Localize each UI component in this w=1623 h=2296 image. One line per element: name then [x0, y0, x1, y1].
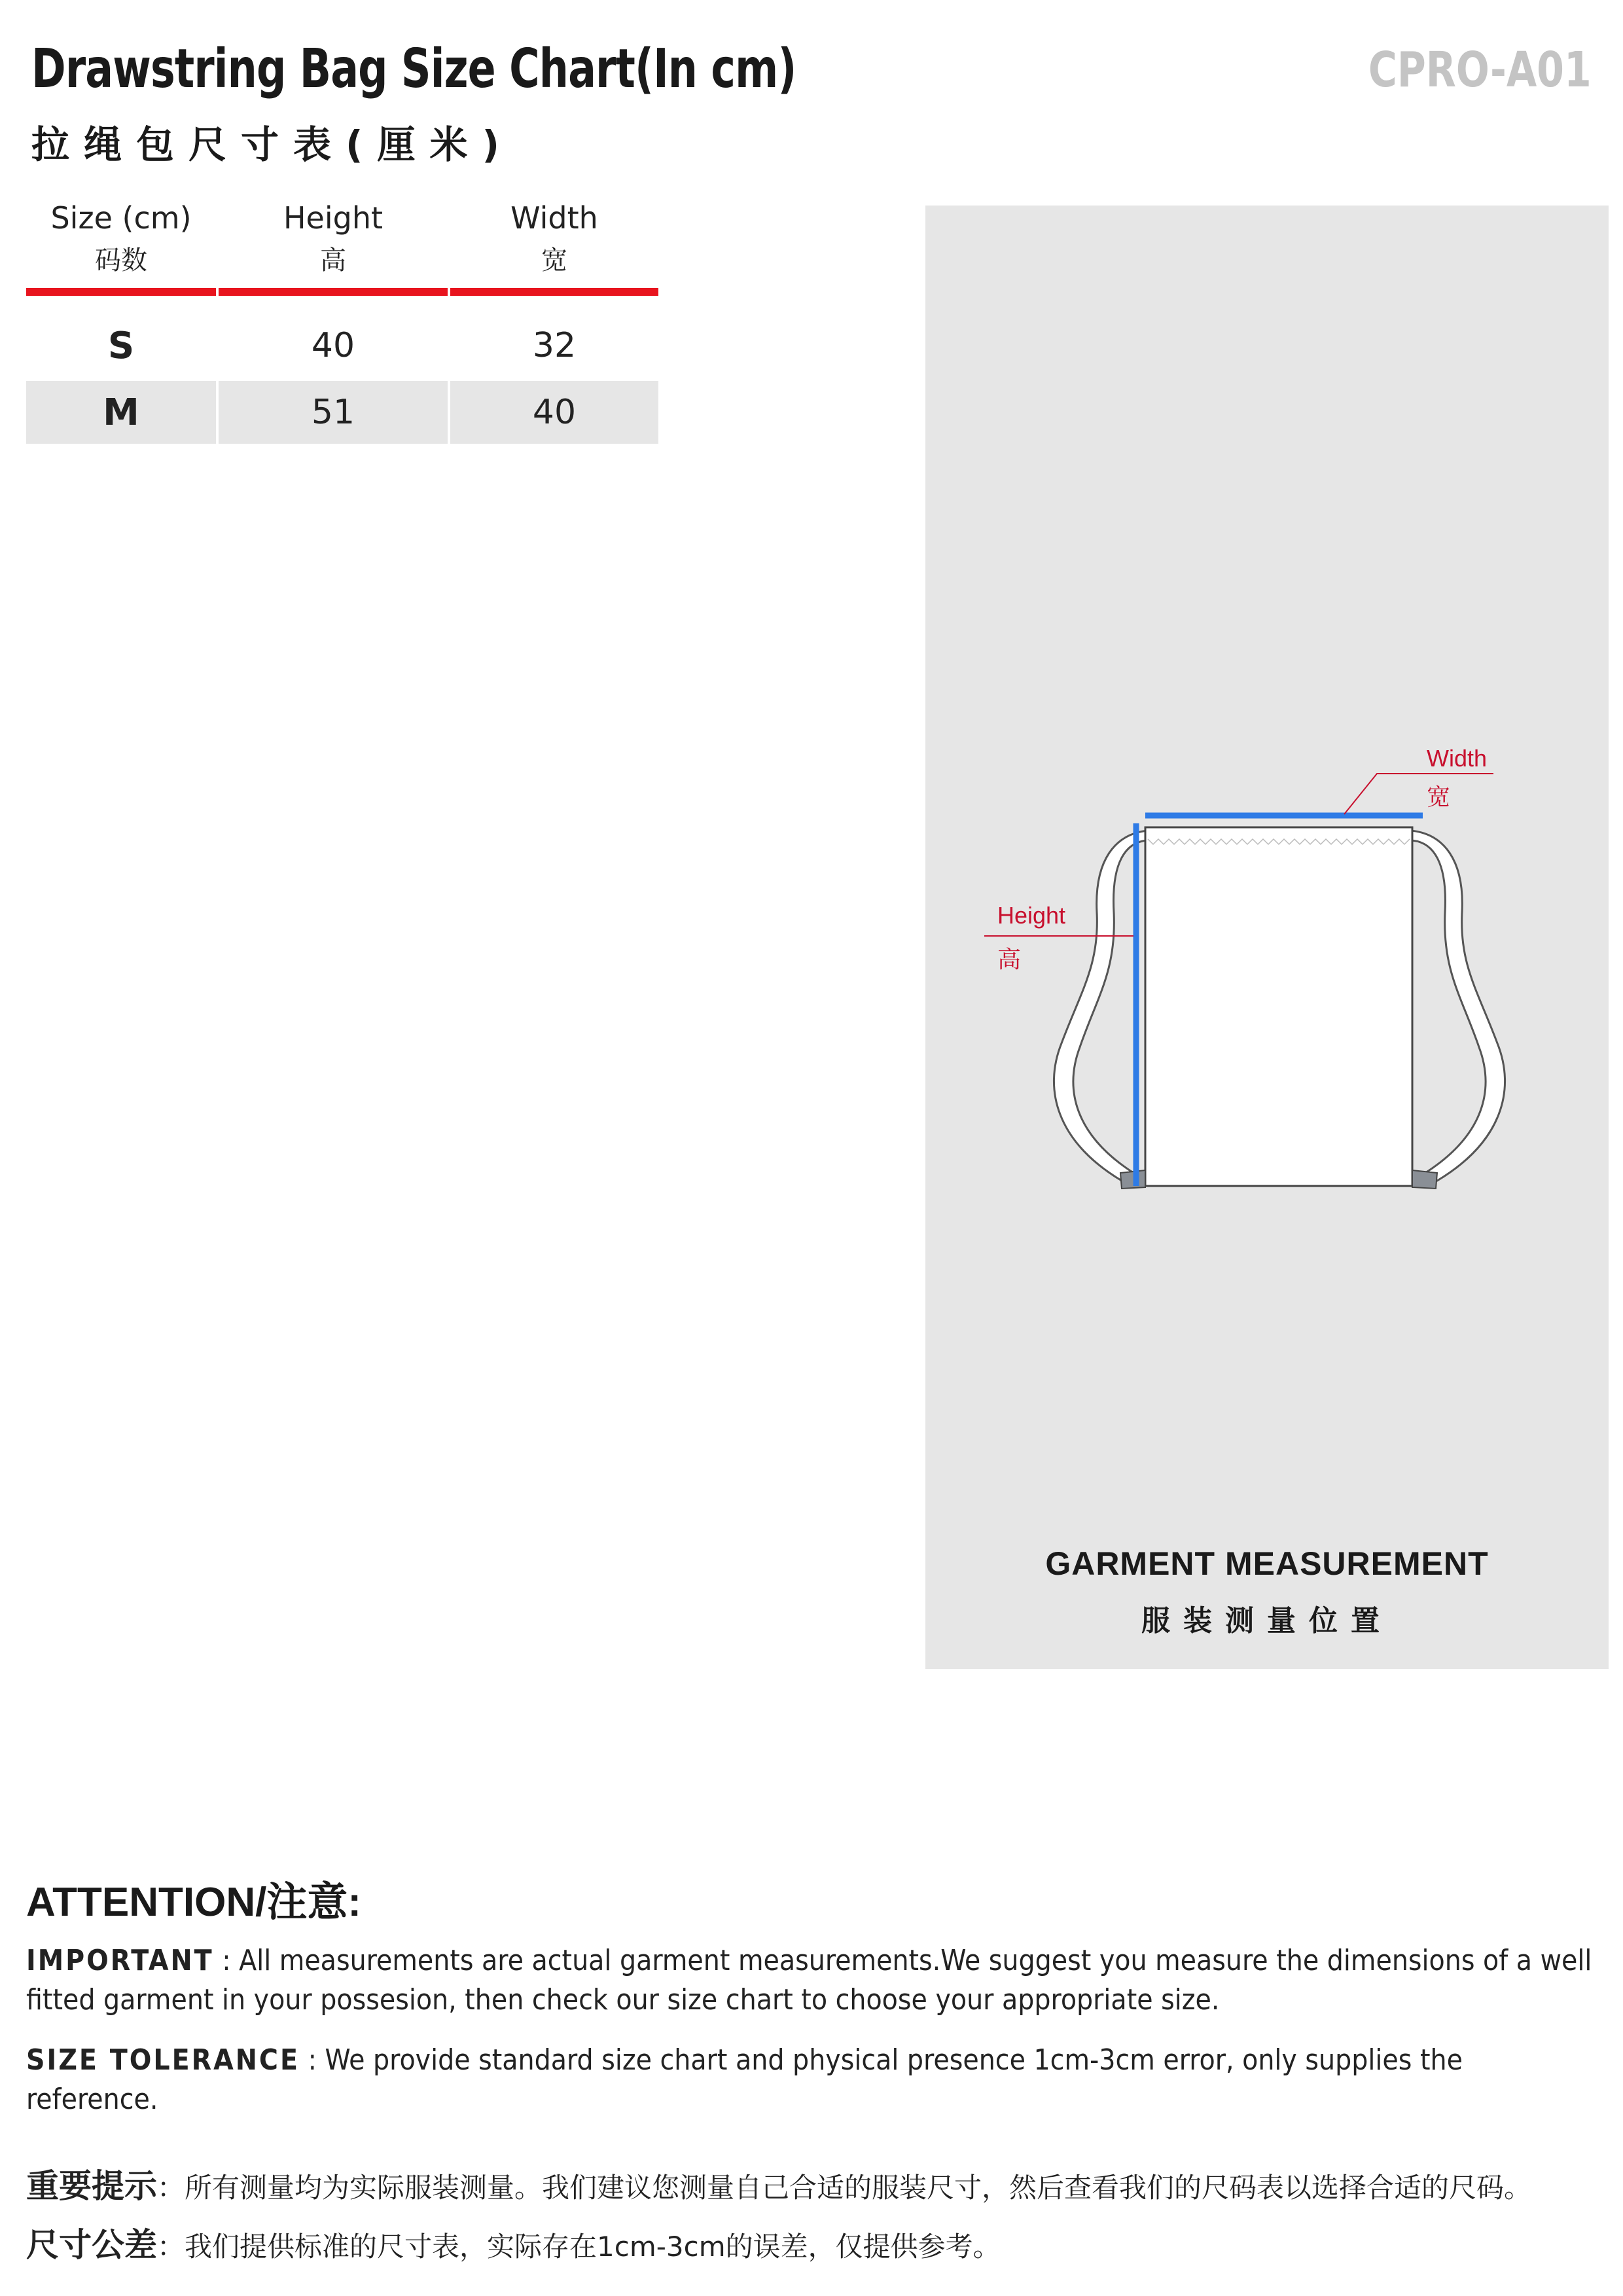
- header-size: [26, 195, 216, 288]
- width-label-cn: 宽: [1427, 784, 1451, 811]
- height-label-en: Height: [997, 902, 1066, 929]
- bag-diagram: [925, 206, 1609, 1669]
- header-size-cn: 码数: [95, 245, 147, 276]
- important-note-cn: [26, 2160, 1531, 2207]
- tolerance-label: SIZE TOLERANCE: [26, 2043, 300, 2077]
- header-height: [219, 195, 448, 288]
- width-cell: 32: [532, 326, 577, 365]
- garment-measurement-caption-cn: 服装测量位置: [1141, 1604, 1393, 1638]
- width-label-en: Width: [1427, 745, 1488, 772]
- height-label-cn: 高: [997, 946, 1022, 973]
- product-code: CPRO-A01: [1368, 42, 1592, 98]
- left-corner-tab: [1120, 1170, 1145, 1189]
- width-leader-line: [1344, 774, 1493, 814]
- size-table: [26, 195, 658, 444]
- tolerance-text-cn: ：我们提供标准的尺寸表，实际存在1cm-3cm的误差，仅提供参考。: [157, 2231, 1001, 2263]
- right-strap: [1411, 831, 1505, 1181]
- header-width: [450, 195, 658, 288]
- measurement-panel: [925, 206, 1609, 1669]
- header-size-en: Size (cm): [50, 200, 192, 236]
- table-row: [26, 381, 658, 444]
- header-height-cn: 高: [320, 245, 346, 276]
- tolerance-label-cn: 尺寸公差: [26, 2226, 157, 2264]
- page-title-cn: 拉绳包尺寸表(厘米): [31, 122, 514, 167]
- table-header-row: [26, 195, 658, 288]
- header-width-cn: 宽: [541, 245, 567, 276]
- size-tolerance-note: [26, 2041, 1597, 2119]
- attention-title: ATTENTION/注意:: [26, 1880, 362, 1925]
- height-cell: 51: [219, 381, 448, 444]
- height-cell: 40: [311, 326, 355, 365]
- important-text-cn: ：所有测量均为实际服装测量。我们建议您测量自己合适的服装尺寸，然后查看我们的尺码表以选择合适的尺码。: [157, 2172, 1532, 2204]
- tolerance-note-cn: [26, 2219, 1001, 2266]
- header-width-en: Width: [510, 200, 598, 236]
- bag-body: [1145, 827, 1412, 1186]
- size-cell: M: [26, 381, 216, 444]
- width-cell: 40: [450, 381, 658, 444]
- tolerance-text: : We provide standard size chart and physical presence 1cm-3cm error, only supplies the reference.: [26, 2043, 1463, 2116]
- important-label: IMPORTANT: [26, 1944, 214, 1977]
- right-corner-tab: [1412, 1170, 1437, 1189]
- header-divider: [26, 288, 658, 296]
- garment-measurement-caption: GARMENT MEASUREMENT: [1045, 1545, 1489, 1582]
- size-cell: S: [107, 324, 135, 367]
- header-height-en: Height: [283, 200, 383, 236]
- important-text: : All measurements are actual garment measurements.We suggest you measure the dimensions of a well fitted garment in your possesion, then check our size chart to choose your appropriate size.: [26, 1944, 1592, 2017]
- page-title: Drawstring Bag Size Chart(In cm): [31, 38, 796, 100]
- table-row: [26, 314, 658, 377]
- important-label-cn: 重要提示: [26, 2167, 157, 2205]
- important-note: [26, 1941, 1597, 2020]
